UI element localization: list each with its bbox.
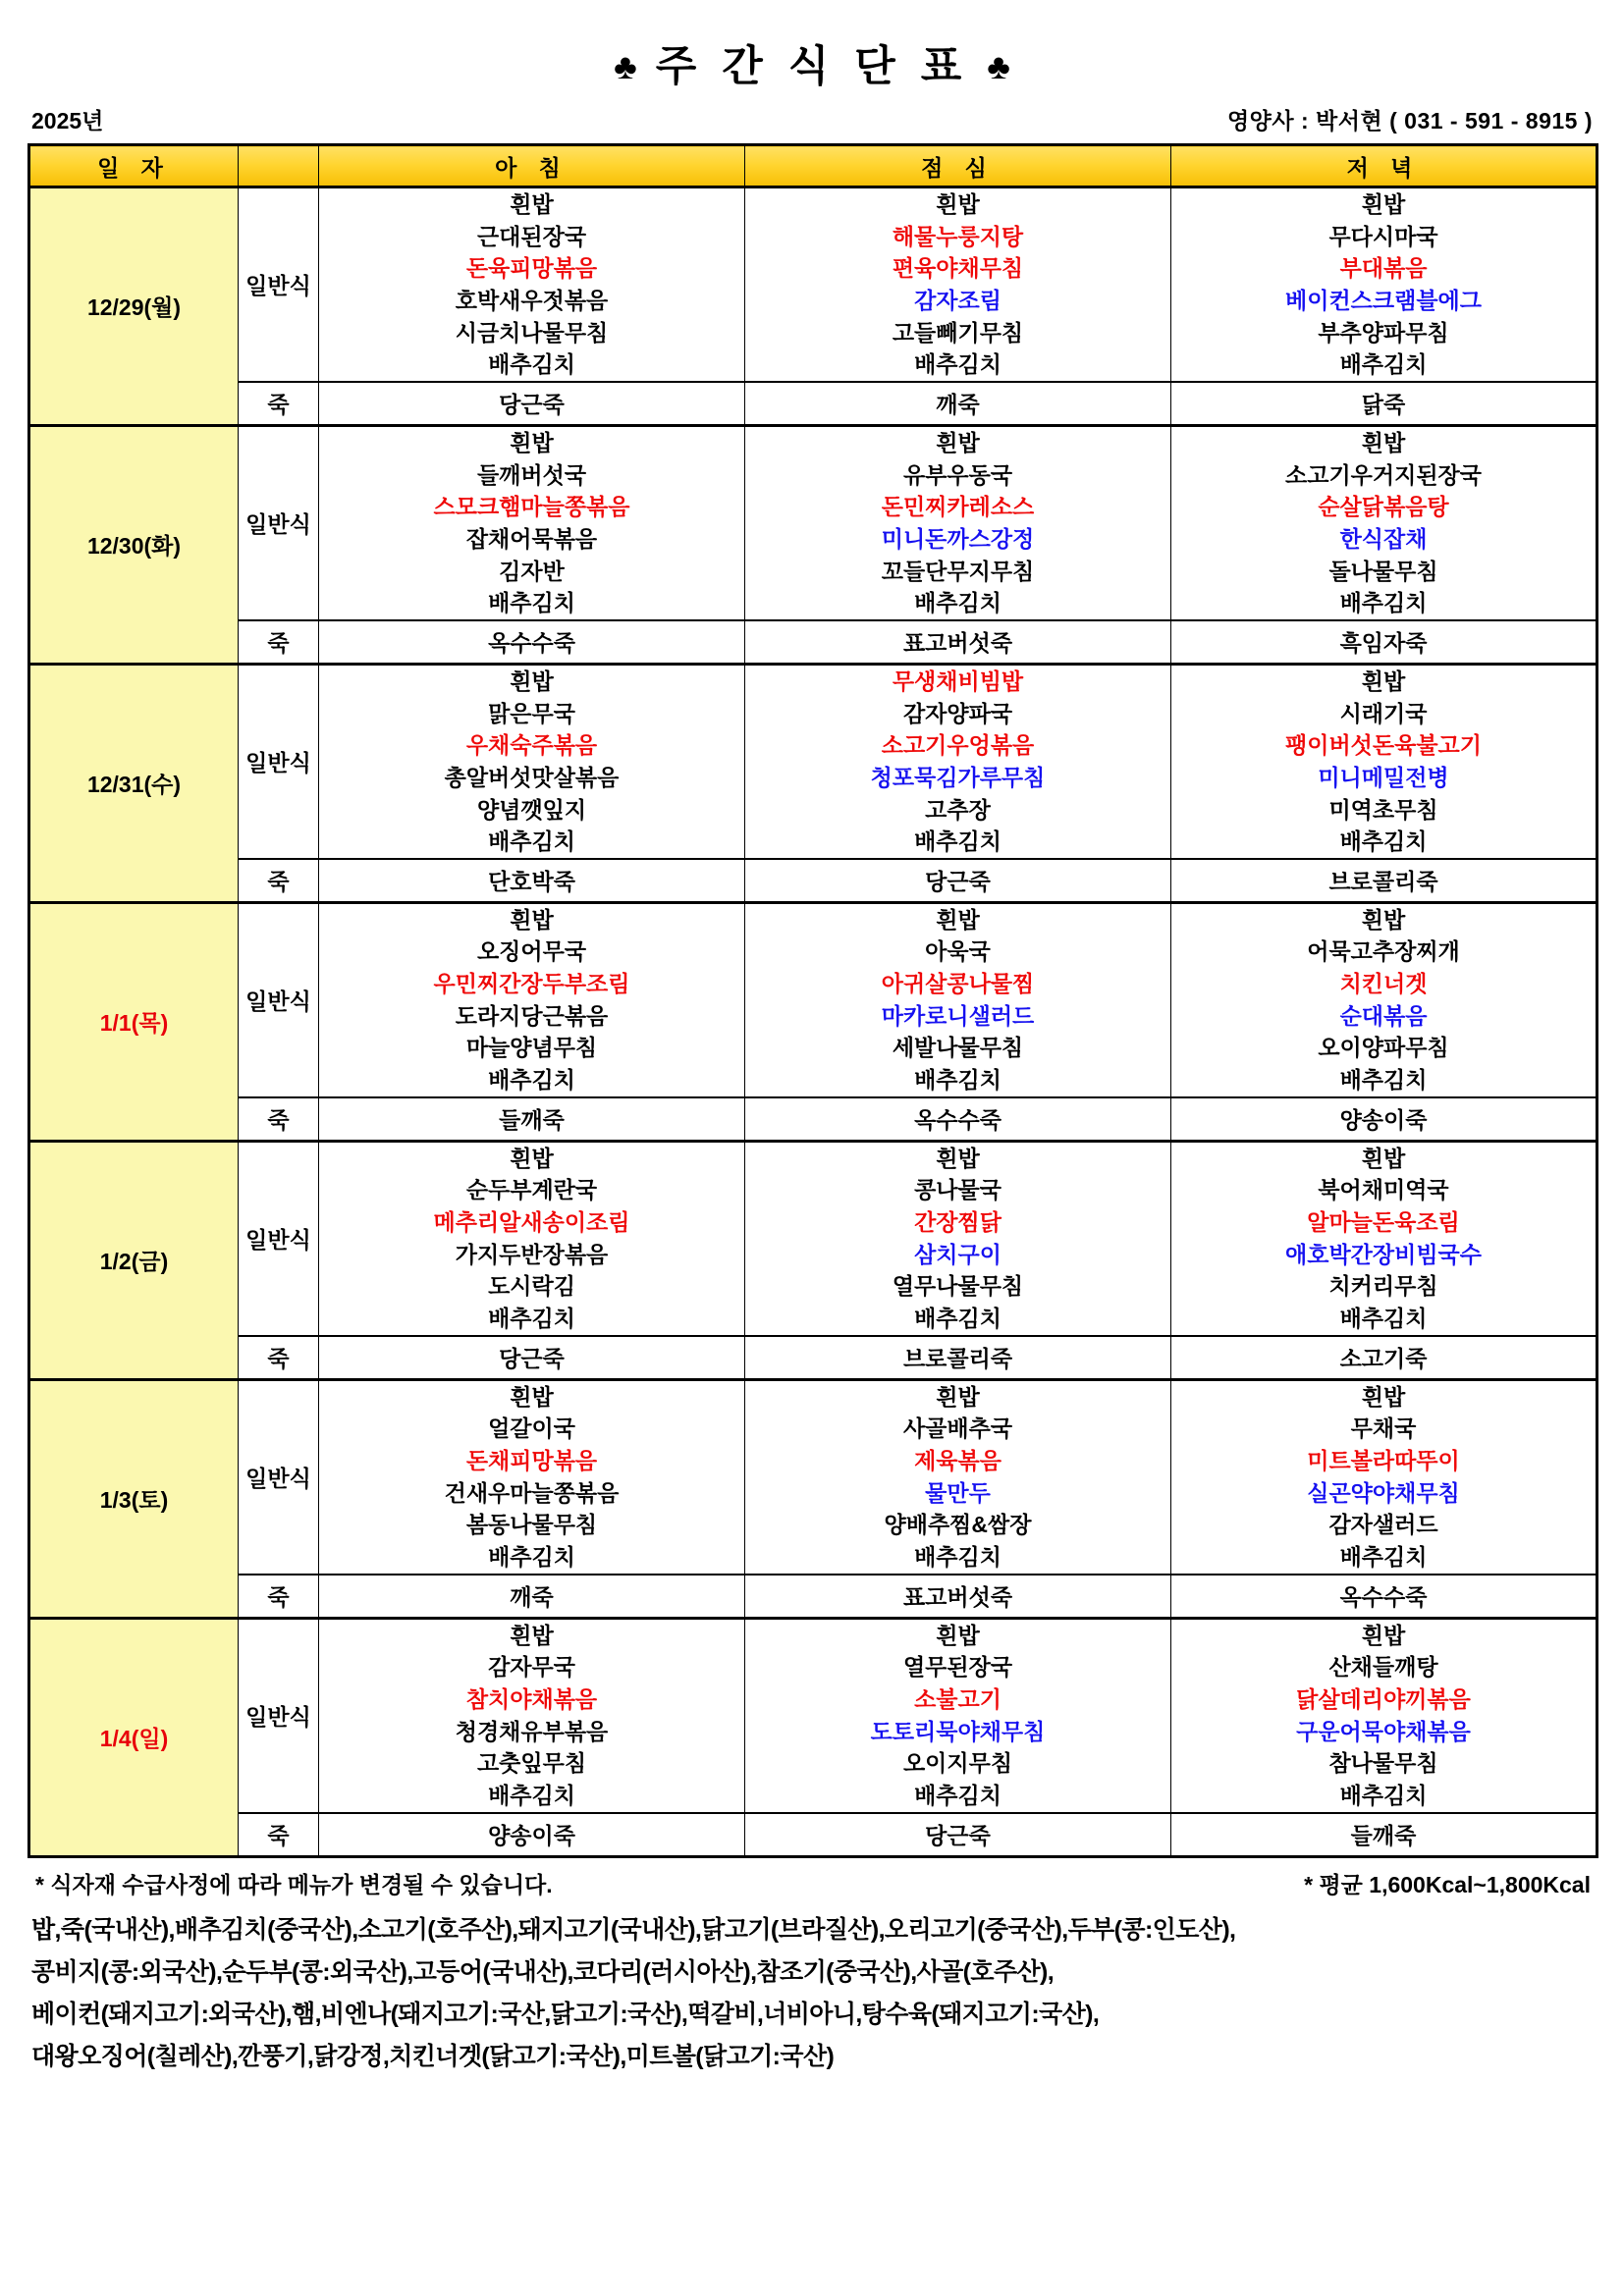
- year-label: 2025년: [31, 108, 104, 133]
- porridge-cell-lunch: 깨죽: [745, 382, 1171, 426]
- dish-item: 팽이버섯돈육불고기: [1285, 732, 1482, 759]
- menu-cell-dinner: [1171, 187, 1597, 382]
- dish-item: 근대된장국: [476, 223, 587, 249]
- dish-item: 무채국: [1350, 1415, 1417, 1442]
- dish-item: 배추김치: [914, 1306, 1001, 1332]
- dish-item: 배추김치: [914, 828, 1001, 855]
- column-header-breakfast: 아 침: [319, 145, 745, 187]
- dish-item: 고추장: [925, 796, 991, 823]
- dish-item: 흰밥: [510, 429, 554, 455]
- dish-item: 스모크햄마늘쫑볶음: [433, 494, 630, 520]
- dish-item: 가지두반장볶음: [455, 1241, 609, 1267]
- dish-item: 사골배추국: [902, 1415, 1013, 1442]
- menu-porridge-row: [29, 1336, 1597, 1380]
- dish-item: 배추김치: [914, 1543, 1001, 1570]
- dish-item: 돈민찌카레소스: [881, 494, 1035, 520]
- dish-item: 배추김치: [1339, 590, 1428, 616]
- porridge-cell-lunch: 표고버섯죽: [745, 620, 1171, 665]
- meal-type-regular: 일반식: [239, 902, 319, 1096]
- column-header-meal-type: [239, 145, 319, 187]
- column-header-dinner: 저 녁: [1171, 145, 1597, 187]
- menu-cell-dinner: [1171, 425, 1597, 619]
- porridge-cell-breakfast: 당근죽: [319, 1336, 745, 1380]
- dish-item: 배추김치: [1339, 351, 1428, 378]
- date-cell: 12/30(화): [29, 425, 239, 664]
- dish-item: 물만두: [925, 1479, 991, 1506]
- meal-type-porridge: 죽: [239, 1336, 319, 1380]
- menu-porridge-row: [29, 620, 1597, 665]
- dish-item: 치킨너겟: [1339, 971, 1428, 997]
- dish-item: 흰밥: [1361, 1622, 1406, 1648]
- dish-item: 흰밥: [1361, 667, 1406, 694]
- dish-item: 시금치나물무침: [455, 319, 609, 346]
- menu-cell-dinner: [1171, 1618, 1597, 1812]
- dish-item: 돈채피망볶음: [465, 1448, 598, 1473]
- dish-item: 삼치구이: [914, 1241, 1001, 1267]
- table-header-row: [29, 145, 1597, 187]
- dish-item: 실곤약야채무침: [1307, 1479, 1460, 1506]
- menu-cell-dinner: [1171, 1141, 1597, 1335]
- weekly-menu-table: [27, 143, 1598, 1858]
- dish-item: 알마늘돈육조림: [1307, 1209, 1460, 1236]
- dish-item: 배추김치: [914, 1067, 1001, 1094]
- dish-item: 흰밥: [1361, 906, 1406, 933]
- dish-item: 배추김치: [488, 590, 575, 616]
- dish-item: 흰밥: [510, 1622, 554, 1648]
- menu-cell-breakfast: [319, 1618, 745, 1812]
- porridge-cell-dinner: 닭죽: [1171, 382, 1597, 426]
- dish-item: 도라지당근볶음: [455, 1002, 609, 1029]
- dish-item: 배추김치: [1339, 828, 1428, 855]
- dish-item: 부대볶음: [1339, 255, 1428, 282]
- dish-item: 닭살데리야끼볶음: [1296, 1685, 1471, 1712]
- porridge-cell-dinner: 소고기죽: [1171, 1336, 1597, 1380]
- menu-cell-breakfast: [319, 1141, 745, 1335]
- dish-item: 배추김치: [1339, 1067, 1428, 1094]
- dish-item: 맑은무국: [488, 700, 575, 726]
- menu-day-row: [29, 902, 1597, 1096]
- dish-item: 미트볼라따뚜이: [1307, 1448, 1460, 1473]
- dish-item: 청포묵김가루무침: [870, 764, 1046, 790]
- dish-item: 배추김치: [488, 1782, 575, 1808]
- meal-type-regular: 일반식: [239, 1618, 319, 1812]
- dish-item: 흰밥: [1361, 429, 1406, 455]
- dish-item: 메추리알새송이조림: [433, 1209, 630, 1236]
- meal-type-porridge: 죽: [239, 859, 319, 903]
- dish-item: 배추김치: [914, 1782, 1001, 1808]
- dish-item: 열무된장국: [902, 1654, 1013, 1681]
- dish-item: 오이지무침: [902, 1750, 1013, 1777]
- dish-item: 흰밥: [936, 1622, 980, 1648]
- dish-item: 배추김치: [1339, 1782, 1428, 1808]
- date-cell: 12/31(수): [29, 664, 239, 902]
- dish-item: 들깨버섯국: [476, 461, 587, 488]
- menu-cell-breakfast: [319, 187, 745, 382]
- dish-item: 열무나물무침: [892, 1273, 1024, 1300]
- dish-item: 얼갈이국: [488, 1415, 575, 1442]
- meal-type-regular: 일반식: [239, 187, 319, 382]
- dish-item: 참나물무침: [1328, 1750, 1438, 1777]
- dish-item: 배추김치: [488, 1543, 575, 1570]
- menu-cell-lunch: [745, 664, 1171, 858]
- menu-day-row: [29, 664, 1597, 858]
- origin-line: 밥,죽(국내산),배추김치(중국산),소고기(호주산),돼지고기(국내산),닭고기(브라질산),오리고기(중국산),두부(콩:인도산),: [31, 1915, 1236, 1944]
- column-header-lunch: 점 심: [745, 145, 1171, 187]
- dish-item: 건새우마늘쫑볶음: [444, 1479, 620, 1506]
- dish-item: 흰밥: [936, 429, 980, 455]
- date-cell: 1/1(목): [29, 902, 239, 1141]
- porridge-cell-breakfast: 옥수수죽: [319, 620, 745, 665]
- dish-item: 북어채미역국: [1318, 1177, 1449, 1203]
- dish-item: 순두부계란국: [465, 1177, 598, 1203]
- dish-item: 아귀살콩나물찜: [881, 971, 1035, 997]
- dish-item: 감자조림: [914, 287, 1001, 313]
- meal-type-porridge: 죽: [239, 1813, 319, 1857]
- dish-item: 어묵고추장찌개: [1307, 938, 1460, 965]
- dish-item: 미니메밀전병: [1318, 764, 1449, 790]
- dish-item: 오징어무국: [476, 938, 587, 965]
- dish-item: 봄동나물무침: [465, 1512, 598, 1538]
- menu-day-row: [29, 425, 1597, 619]
- porridge-cell-dinner: 브로콜리죽: [1171, 859, 1597, 903]
- menu-cell-lunch: [745, 1379, 1171, 1574]
- dish-item: 흰밥: [936, 1145, 980, 1171]
- menu-cell-lunch: [745, 1141, 1171, 1335]
- porridge-cell-lunch: 당근죽: [745, 1813, 1171, 1857]
- page-title: [27, 33, 1597, 93]
- meal-type-porridge: 죽: [239, 1097, 319, 1142]
- menu-cell-breakfast: [319, 1379, 745, 1574]
- dish-item: 참치야채볶음: [465, 1685, 598, 1712]
- dish-item: 해물누룽지탕: [892, 223, 1024, 249]
- menu-cell-breakfast: [319, 902, 745, 1096]
- dish-item: 우민찌간장두부조림: [433, 971, 630, 997]
- porridge-cell-dinner: 양송이죽: [1171, 1097, 1597, 1142]
- menu-porridge-row: [29, 382, 1597, 426]
- origin-line: 베이컨(돼지고기:외국산),햄,비엔나(돼지고기:국산,닭고기:국산),떡갈비,너비아니,탕수육(돼지고기:국산),: [31, 2000, 1100, 2028]
- dish-item: 마늘양념무침: [465, 1035, 598, 1061]
- dish-item: 순살닭볶음탕: [1318, 494, 1449, 520]
- dish-item: 감자무국: [488, 1654, 575, 1681]
- dish-item: 흰밥: [936, 1383, 980, 1410]
- dish-item: 청경채유부볶음: [455, 1718, 609, 1744]
- calorie-note: * 평균 1,600Kcal~1,800Kcal: [1304, 1871, 1591, 1897]
- dish-item: 흰밥: [510, 1145, 554, 1171]
- porridge-cell-breakfast: 양송이죽: [319, 1813, 745, 1857]
- menu-porridge-row: [29, 1575, 1597, 1619]
- porridge-cell-dinner: 옥수수죽: [1171, 1575, 1597, 1619]
- meal-type-regular: 일반식: [239, 1141, 319, 1335]
- porridge-cell-breakfast: 단호박죽: [319, 859, 745, 903]
- porridge-cell-lunch: 표고버섯죽: [745, 1575, 1171, 1619]
- dish-item: 감자양파국: [902, 700, 1013, 726]
- dish-item: 산채들깨탕: [1328, 1654, 1438, 1681]
- menu-porridge-row: [29, 1813, 1597, 1857]
- menu-cell-lunch: [745, 1618, 1171, 1812]
- meal-type-regular: 일반식: [239, 664, 319, 858]
- dish-item: 미역초무침: [1328, 796, 1438, 823]
- date-cell: 1/4(일): [29, 1618, 239, 1856]
- menu-porridge-row: [29, 1097, 1597, 1142]
- menu-cell-dinner: [1171, 902, 1597, 1096]
- dish-item: 배추김치: [1339, 1543, 1428, 1570]
- dish-item: 흰밥: [936, 906, 980, 933]
- dish-item: 고춧잎무침: [476, 1750, 587, 1777]
- dish-item: 흰밥: [510, 906, 554, 933]
- dish-item: 콩나물국: [914, 1177, 1001, 1203]
- menu-cell-lunch: [745, 902, 1171, 1096]
- dish-item: 배추김치: [488, 351, 575, 378]
- dish-item: 흰밥: [1361, 1383, 1406, 1410]
- ingredient-origins: [31, 1909, 1593, 2078]
- dish-item: 배추김치: [488, 1306, 575, 1332]
- dish-item: 소고기우거지된장국: [1285, 461, 1482, 488]
- dish-item: 제육볶음: [914, 1448, 1001, 1473]
- dish-item: 간장찜닭: [914, 1209, 1001, 1236]
- dish-item: 흰밥: [1361, 1145, 1406, 1171]
- porridge-cell-lunch: 옥수수죽: [745, 1097, 1171, 1142]
- dish-item: 소불고기: [914, 1685, 1001, 1712]
- dish-item: 배추김치: [1339, 1306, 1428, 1332]
- date-cell: 12/29(월): [29, 187, 239, 426]
- dish-item: 돈육피망볶음: [465, 255, 598, 282]
- dish-item: 마카로니샐러드: [881, 1002, 1035, 1029]
- porridge-cell-breakfast: 깨죽: [319, 1575, 745, 1619]
- dish-item: 배추김치: [914, 351, 1001, 378]
- column-header-date: 일 자: [29, 145, 239, 187]
- dish-item: 부추양파무침: [1318, 319, 1449, 346]
- dish-item: 오이양파무침: [1318, 1035, 1449, 1061]
- club-suit-icon-left: ♣: [614, 46, 637, 86]
- meal-type-regular: 일반식: [239, 425, 319, 619]
- meal-type-porridge: 죽: [239, 382, 319, 426]
- dish-item: 무생채비빔밥: [892, 667, 1024, 694]
- menu-cell-lunch: [745, 187, 1171, 382]
- menu-day-row: [29, 1141, 1597, 1335]
- dish-item: 순대볶음: [1339, 1002, 1428, 1029]
- dish-item: 치커리무침: [1328, 1273, 1438, 1300]
- menu-porridge-row: [29, 859, 1597, 903]
- dish-item: 도토리묵야채무침: [870, 1718, 1046, 1744]
- menu-change-note: * 식자재 수급사정에 따라 메뉴가 변경될 수 있습니다.: [35, 1871, 553, 1897]
- dish-item: 흰밥: [510, 191, 554, 217]
- dish-item: 유부우동국: [902, 461, 1013, 488]
- dish-item: 감자샐러드: [1328, 1512, 1438, 1538]
- dish-item: 호박새우젓볶음: [455, 287, 609, 313]
- dish-item: 꼬들단무지무침: [881, 558, 1035, 584]
- dish-item: 고들빼기무침: [892, 319, 1024, 346]
- menu-cell-breakfast: [319, 425, 745, 619]
- porridge-cell-breakfast: 당근죽: [319, 382, 745, 426]
- date-cell: 1/3(토): [29, 1379, 239, 1618]
- meta-row: [31, 103, 1593, 135]
- dish-item: 배추김치: [488, 828, 575, 855]
- porridge-cell-lunch: 브로콜리죽: [745, 1336, 1171, 1380]
- porridge-cell-dinner: 흑임자죽: [1171, 620, 1597, 665]
- dish-item: 편육야채무침: [892, 255, 1024, 282]
- dish-item: 아욱국: [925, 938, 991, 965]
- meal-type-porridge: 죽: [239, 620, 319, 665]
- origin-line: 콩비지(콩:외국산),순두부(콩:외국산),고등어(국내산),코다리(러시아산),참조기(중국산),사골(호주산),: [31, 1957, 1055, 1986]
- dish-item: 잡채어묵볶음: [465, 525, 598, 552]
- dish-item: 김자반: [499, 558, 565, 584]
- menu-cell-dinner: [1171, 664, 1597, 858]
- date-cell: 1/2(금): [29, 1141, 239, 1379]
- porridge-cell-breakfast: 들깨죽: [319, 1097, 745, 1142]
- porridge-cell-dinner: 들깨죽: [1171, 1813, 1597, 1857]
- dish-item: 배추김치: [488, 1067, 575, 1094]
- origin-line: 대왕오징어(칠레산),깐풍기,닭강정,치킨너겟(닭고기:국산),미트볼(닭고기:국산): [31, 2042, 835, 2070]
- menu-cell-lunch: [745, 425, 1171, 619]
- dish-item: 배추김치: [914, 590, 1001, 616]
- dish-item: 총알버섯맛살볶음: [444, 764, 620, 790]
- dish-item: 흰밥: [936, 191, 980, 217]
- dish-item: 돌나물무침: [1328, 558, 1438, 584]
- meal-type-regular: 일반식: [239, 1379, 319, 1574]
- dish-item: 흰밥: [1361, 191, 1406, 217]
- menu-day-row: [29, 1618, 1597, 1812]
- nutritionist-contact: 영양사 : 박서현 ( 031 - 591 - 8915 ): [1226, 108, 1593, 133]
- porridge-cell-lunch: 당근죽: [745, 859, 1171, 903]
- club-suit-icon-right: ♣: [987, 46, 1010, 86]
- dish-item: 양배추찜&쌈장: [884, 1512, 1032, 1538]
- dish-item: 우채숙주볶음: [465, 732, 598, 759]
- meal-type-porridge: 죽: [239, 1575, 319, 1619]
- footer-notes: [35, 1867, 1591, 1899]
- dish-item: 구운어묵야채볶음: [1296, 1718, 1471, 1744]
- dish-item: 무다시마국: [1328, 223, 1438, 249]
- dish-item: 소고기우엉볶음: [881, 732, 1035, 759]
- menu-cell-breakfast: [319, 664, 745, 858]
- menu-cell-dinner: [1171, 1379, 1597, 1574]
- dish-item: 흰밥: [510, 667, 554, 694]
- title-text: 주 간 식 단 표: [655, 43, 969, 90]
- dish-item: 도시락김: [488, 1273, 575, 1300]
- dish-item: 시래기국: [1339, 700, 1428, 726]
- dish-item: 양념깻잎지: [476, 796, 587, 823]
- menu-day-row: [29, 1379, 1597, 1574]
- dish-item: 세발나물무침: [892, 1035, 1024, 1061]
- dish-item: 한식잡채: [1339, 525, 1428, 552]
- dish-item: 애호박간장비빔국수: [1285, 1241, 1482, 1267]
- dish-item: 흰밥: [510, 1383, 554, 1410]
- dish-item: 미니돈까스강정: [881, 525, 1035, 552]
- dish-item: 베이컨스크램블에그: [1285, 287, 1482, 313]
- menu-day-row: [29, 187, 1597, 382]
